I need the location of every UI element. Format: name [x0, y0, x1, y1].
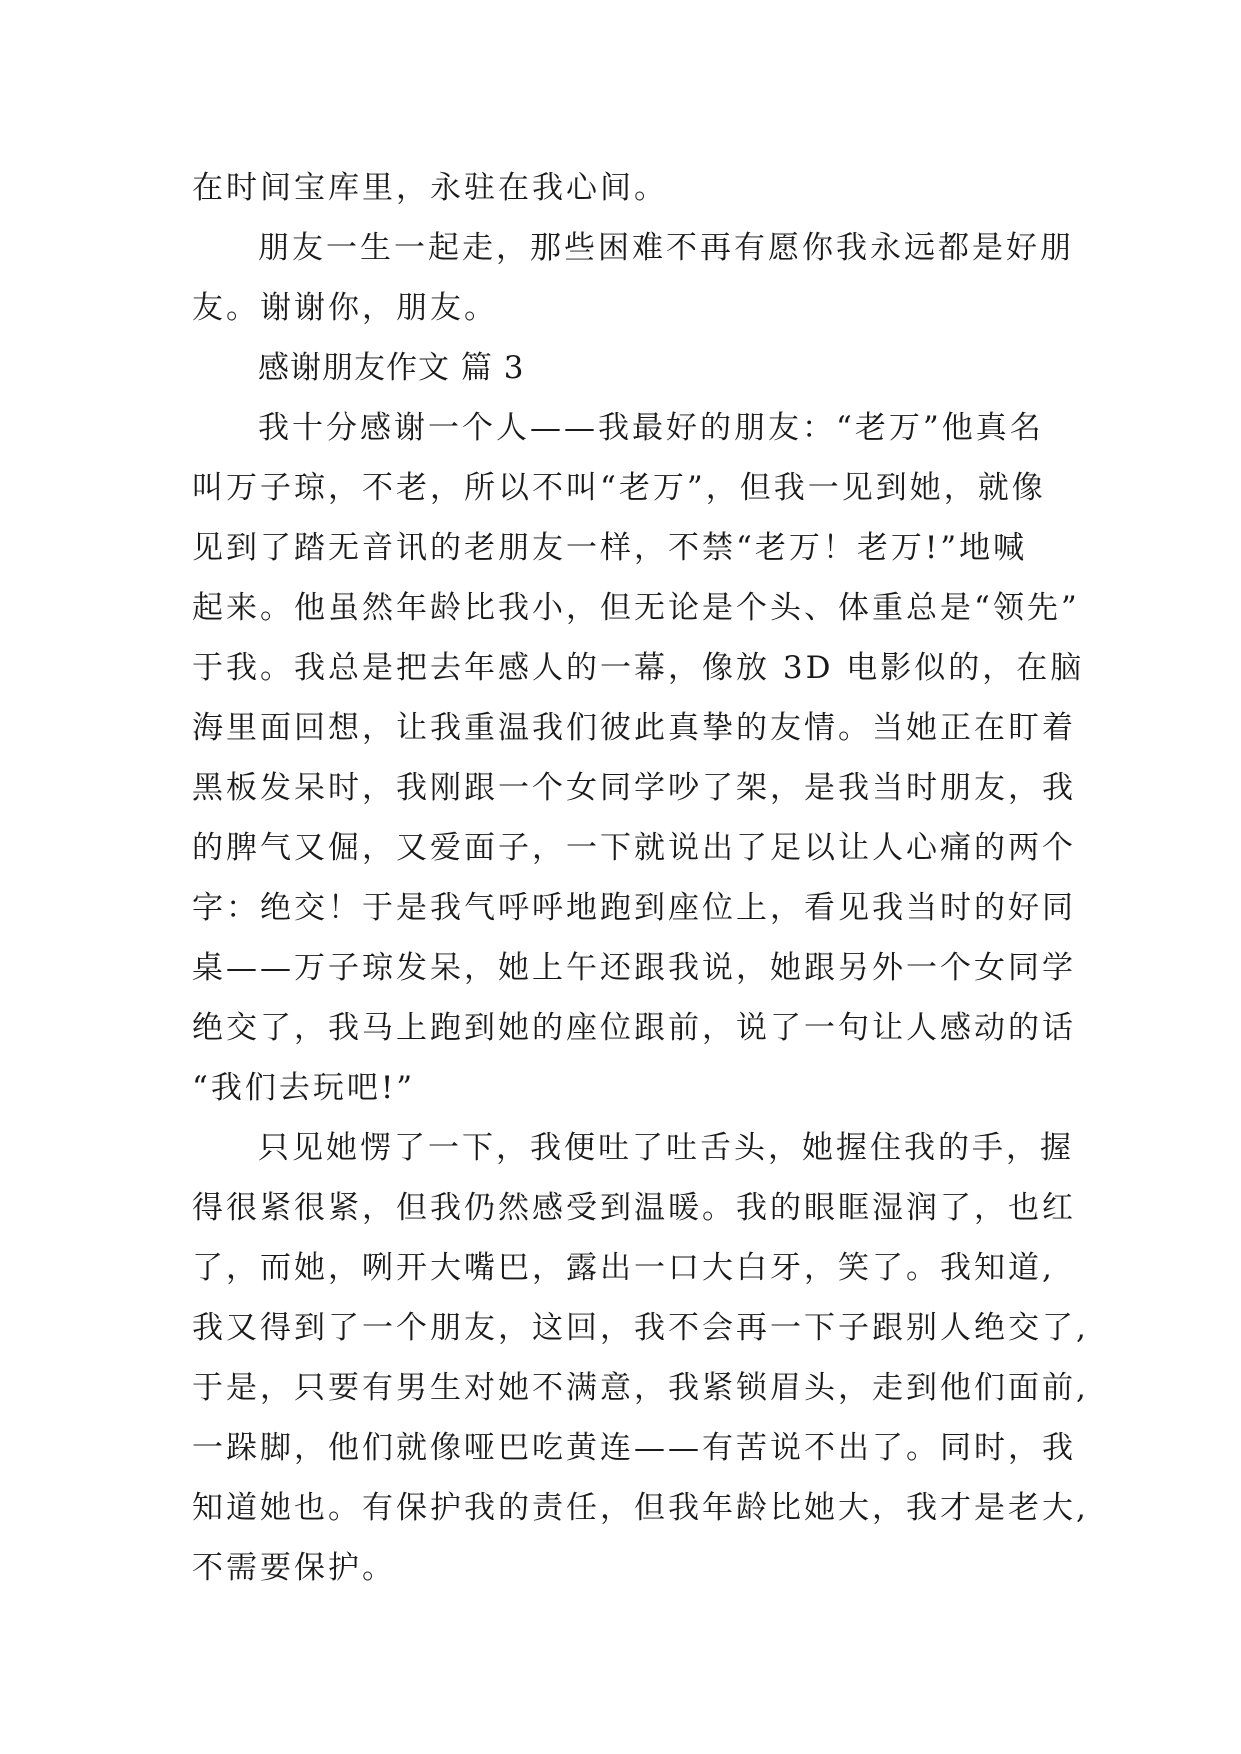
text-line-21: 于是，只要有男生对她不满意，我紧锁眉头，走到他们面前,	[192, 1370, 1089, 1406]
text-line-12: 的脾气又倔，又爱面子，一下就说出了足以让人心痛的两个	[192, 830, 1076, 866]
text-line-17: 只见她愣了一下，我便吐了吐舌头，她握住我的手，握	[258, 1130, 1074, 1166]
text-line-9: 于我。我总是把去年感人的一幕，像放 3D 电影似的，在脑	[192, 650, 1085, 686]
text-line-1: 在时间宝库里，永驻在我心间。	[192, 170, 668, 206]
text-line-19: 了，而她，咧开大嘴巴，露出一口大白牙，笑了。我知道,	[192, 1250, 1055, 1286]
text-line-16: “我们去玩吧!”	[192, 1070, 416, 1106]
text-line-13: 字：绝交！于是我气呼呼地跑到座位上，看见我当时的好同	[192, 890, 1076, 926]
text-line-6: 叫万子琼，不老，所以不叫“老万”，但我一见到她，就像	[192, 470, 1046, 506]
text-line-3: 友。谢谢你，朋友。	[192, 290, 498, 326]
text-line-7: 见到了踏无音讯的老朋友一样，不禁“老万！老万!”地喊	[192, 530, 1028, 566]
text-line-11: 黑板发呆时，我刚跟一个女同学吵了架，是我当时朋友，我	[192, 770, 1076, 806]
section-heading: 感谢朋友作文 篇 3	[258, 350, 525, 386]
text-line-23: 知道她也。有保护我的责任，但我年龄比她大，我才是老大,	[192, 1490, 1089, 1526]
text-line-2: 朋友一生一起走，那些困难不再有愿你我永远都是好朋	[258, 230, 1074, 266]
text-line-20: 我又得到了一个朋友，这回，我不会再一下子跟别人绝交了,	[192, 1310, 1089, 1346]
text-line-10: 海里面回想，让我重温我们彼此真挚的友情。当她正在盯着	[192, 710, 1076, 746]
text-line-8: 起来。他虽然年龄比我小，但无论是个头、体重总是“领先”	[192, 590, 1080, 626]
text-line-15: 绝交了，我马上跑到她的座位跟前，说了一句让人感动的话	[192, 1010, 1076, 1046]
document-body	[192, 158, 1089, 1598]
text-line-24: 不需要保护。	[192, 1550, 396, 1586]
text-line-22: 一跺脚，他们就像哑巴吃黄连——有苦说不出了。同时，我	[192, 1430, 1076, 1466]
text-line-18: 得很紧很紧，但我仍然感受到温暖。我的眼眶湿润了，也红	[192, 1190, 1076, 1226]
text-line-14: 桌——万子琼发呆，她上午还跟我说，她跟另外一个女同学	[192, 950, 1076, 986]
text-line-5: 我十分感谢一个人——我最好的朋友：“老万”他真名	[258, 410, 1044, 446]
